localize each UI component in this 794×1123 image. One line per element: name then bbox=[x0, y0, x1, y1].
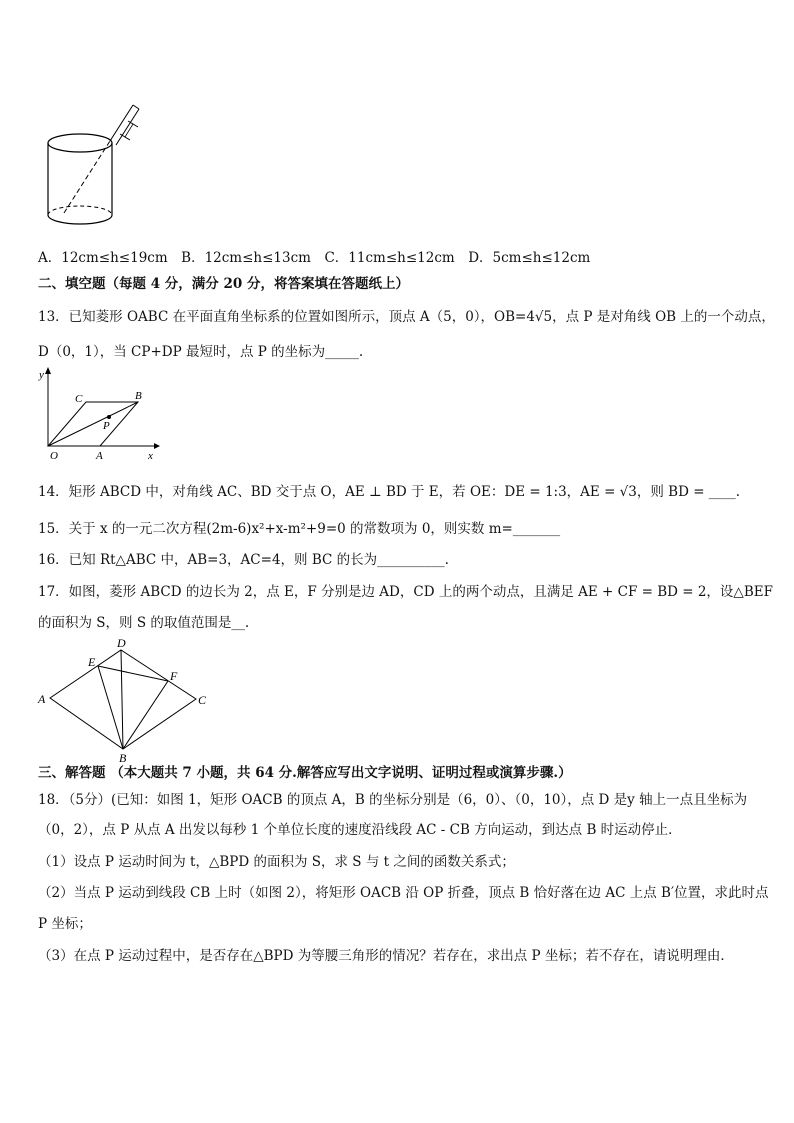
q17-label-F: F bbox=[170, 669, 178, 683]
section2-title: 二、填空题（每题 4 分，满分 20 分，将答案填在答题纸上） bbox=[38, 276, 409, 292]
q13-rhombus-figure bbox=[36, 366, 160, 466]
q17-line2: 的面积为 S，则 S 的取值范围是__. bbox=[38, 615, 250, 631]
q18-line1: 18．（5分）(已知：如图 1，矩形 OACB 的顶点 A，B 的坐标分别是（6，0）、（0，10），点 D 是y 轴上一点且坐标为 bbox=[38, 792, 748, 808]
q18-part1: （1）设点 P 运动时间为 t，△BPD 的面积为 S，求 S 与 t 之间的函数关系式； bbox=[38, 854, 515, 870]
q13-label-O: O bbox=[50, 450, 58, 462]
q13-label-y: y bbox=[39, 369, 44, 381]
q17-label-C: C bbox=[198, 693, 207, 707]
q13-label-x: x bbox=[148, 450, 153, 462]
q17-label-A: A bbox=[38, 692, 46, 706]
q17-rhombus-figure bbox=[36, 636, 216, 764]
q17-label-E: E bbox=[88, 655, 96, 669]
q13-line2: D（0，1），当 CP+DP 最短时，点 P 的坐标为_____. bbox=[38, 344, 364, 360]
q17-line1: 17．如图，菱形 ABCD 的边长为 2，点 E，F 分别是边 AD，CD 上的两个动点，且满足 AE + CF = BD = 2，设△BEF bbox=[38, 584, 773, 600]
q14-text: 14．矩形 ABCD 中，对角线 AC、BD 交于点 O，AE ⊥ BD 于 E，若 OE：DE = 1:3，AE = √3，则 BD = ____. bbox=[38, 484, 741, 500]
cylinder-figure bbox=[40, 98, 160, 234]
q13-label-A: A bbox=[96, 450, 103, 462]
q18-line2: （0，2），点 P 从点 A 出发以每秒 1 个单位长度的速度沿线段 AC - CB 方向运动，到达点 B 时运动停止． bbox=[38, 822, 682, 838]
q13-label-P: P bbox=[103, 420, 110, 432]
section3-title: 三、解答题 （本大题共 7 小题，共 64 分.解答应写出文字说明、证明过程或演算步骤.） bbox=[38, 765, 572, 781]
q12-options: A．12cm≤h≤19cm B．12cm≤h≤13cm C．11cm≤h≤12cm D．5cm≤h≤12cm bbox=[38, 250, 591, 266]
q17-label-B: B bbox=[119, 751, 127, 764]
q18-part2a: （2）当点 P 运动到线段 CB 上时（如图 2），将矩形 OACB 沿 OP 折叠，顶点 B 恰好落在边 AC 上点 B′位置，求此时点 bbox=[38, 885, 769, 901]
q15-text: 15．关于 x 的一元二次方程(2m-6)x²+x-m²+9=0 的常数项为 0，则实数 m=_______ bbox=[38, 521, 561, 537]
q16-text: 16．已知 Rt△ABC 中，AB=3，AC=4，则 BC 的长为__________. bbox=[38, 552, 449, 568]
q13-label-C: C bbox=[75, 393, 83, 405]
q18-part3: （3）在点 P 运动过程中，是否存在△BPD 为等腰三角形的情况？若存在，求出点 P 坐标；若不存在，请说明理由． bbox=[38, 948, 734, 964]
q17-label-D: D bbox=[117, 636, 126, 650]
q13-label-B: B bbox=[135, 390, 142, 402]
q13-line1: 13．已知菱形 OABC 在平面直角坐标系的位置如图所示，顶点 A（5，0），OB=4√5，点 P 是对角线 OB 上的一个动点， bbox=[38, 309, 775, 325]
q18-part2b: P 坐标； bbox=[38, 916, 92, 932]
